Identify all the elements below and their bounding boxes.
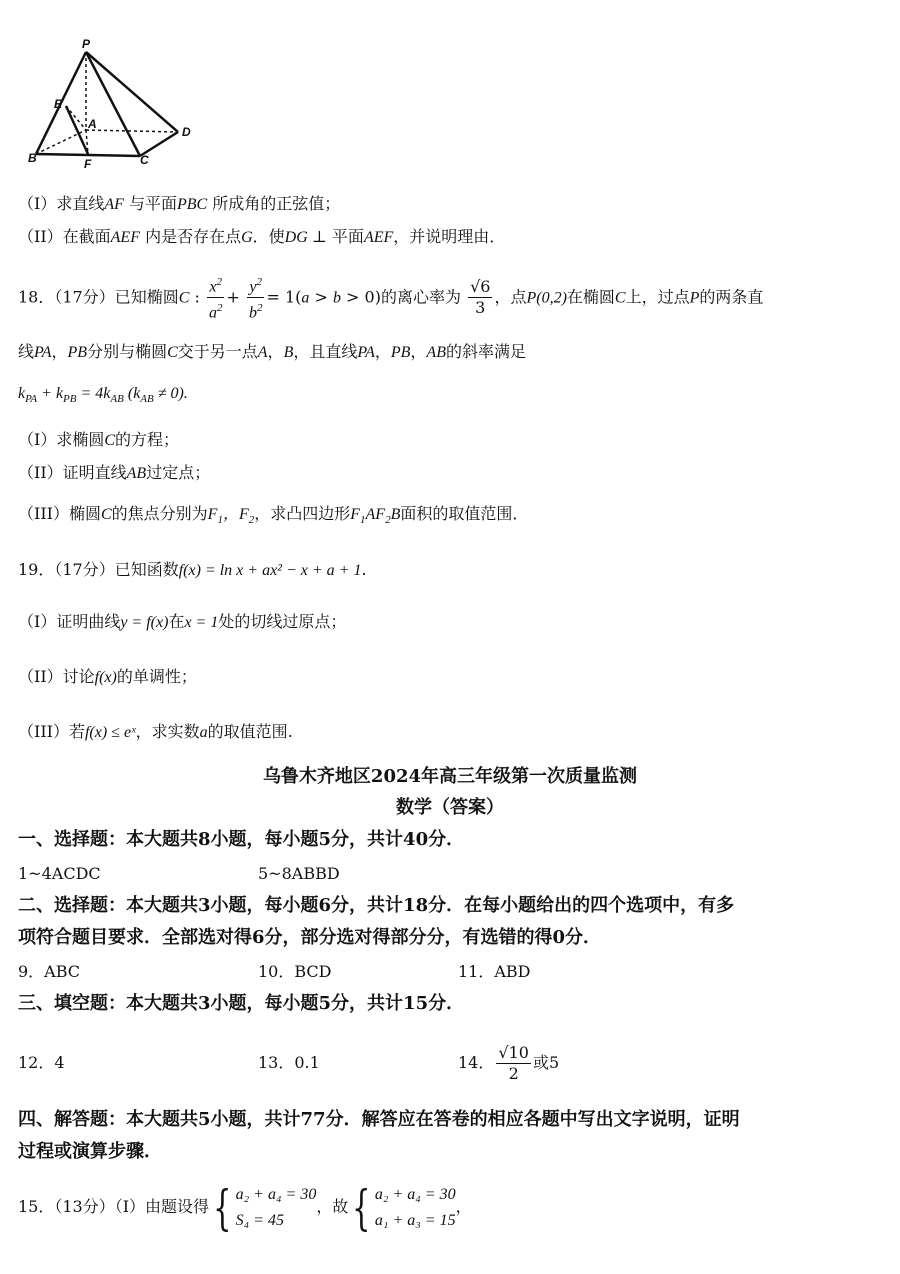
q18-sub3: （III）椭圆C的焦点分别为$F_1$，$F_2$，求凸四边形$F_1AF_2B$面积的取值范围． <box>18 504 529 527</box>
q17-part2: （II）在截面AEF 内是否存在点G．使DG ⊥ 平面AEF，并说明理由． <box>18 227 506 246</box>
answer-13: 13．0.1 <box>258 1053 320 1072</box>
point-label-F: F <box>84 157 92 171</box>
q19-stem: 19．（17分）已知函数f(x) = ln x + ax² − x + a + 1. <box>18 560 367 579</box>
q18-sub2: （II）证明直线AB过定点； <box>18 463 211 482</box>
answer-12: 12．4 <box>18 1053 65 1072</box>
answer-1-4: 1~4ACDC <box>18 864 101 883</box>
answer-5-8: 5~8ABBD <box>258 864 340 883</box>
q17-part1: （I）求直线AF 与平面PBC 所成角的正弦值； <box>18 194 341 213</box>
point-label-B: B <box>28 151 37 165</box>
answer-title: 乌鲁木齐地区2024年高三年级第一次质量监测 <box>262 766 638 787</box>
answer-14: 14． $\frac{√10}{2}$ 或5 <box>458 1043 560 1083</box>
q18-sub1: （I）求椭圆C的方程； <box>18 430 180 449</box>
q19-sub1: （I）证明曲线y = f(x)在x = 1处的切线过原点； <box>18 612 347 631</box>
q18-stem: 18．（17分）已知椭圆C : $\frac{x^2}{a^2}$ + $\frac{y^2}{b^2}$ = 1(a > b > 0)的离心率为 $\frac{√6}{3}$ ，点P(0,2)在椭圆C上，过点P的两条直 <box>18 272 763 324</box>
section-1-heading: 一、选择题：本大题共8小题，每小题5分，共计40分． <box>18 829 465 850</box>
point-label-E: E <box>54 97 63 111</box>
point-label-C: C <box>140 153 149 167</box>
answer-subtitle: 数学（答案） <box>396 797 504 818</box>
section-2-heading-line1: 二、选择题：本大题共3小题，每小题6分，共计18分．在每小题给出的四个选项中，有多 <box>18 895 735 916</box>
q19-sub2: （II）讨论f(x)的单调性； <box>18 667 197 686</box>
q18-condition: $k_{PA} + k_{PB} = 4k_{AB}$ $(k_{AB} \ne 0)$. <box>18 385 188 406</box>
section-4-heading-line2: 过程或演算步骤． <box>18 1141 162 1162</box>
point-label-D: D <box>182 125 191 139</box>
answer-11: 11．ABD <box>458 962 531 981</box>
section-3-heading: 三、填空题：本大题共3小题，每小题5分，共计15分． <box>18 993 465 1014</box>
answer-10: 10．BCD <box>258 962 332 981</box>
q19-sub3: （III）若f(x) ≤ eˣ，求实数a的取值范围. <box>18 722 293 741</box>
section-2-heading-line2: 项符合题目要求．全部选对得6分，部分选对得部分分，有选错的得0分． <box>18 927 602 948</box>
section-4-heading-line1: 四、解答题：本大题共5小题，共计77分．解答应在答卷的相应各题中写出文字说明，证明 <box>18 1109 740 1130</box>
answer-9: 9．ABC <box>18 962 81 981</box>
q15-solution: 15．（13分）（I）由题设得{ a₂ + a₄ = 30 S₄ = 45 ，故{ a₂ + a₄ = 30 a₁ + a₃ = 15 ， <box>18 1179 472 1236</box>
pyramid-figure <box>28 36 228 176</box>
point-label-A: A <box>88 117 97 131</box>
point-label-P: P <box>82 37 91 51</box>
q18-line2: 线PA，PB分别与椭圆C交于另一点A，B，且直线PA，PB，AB的斜率满足 <box>18 342 526 361</box>
